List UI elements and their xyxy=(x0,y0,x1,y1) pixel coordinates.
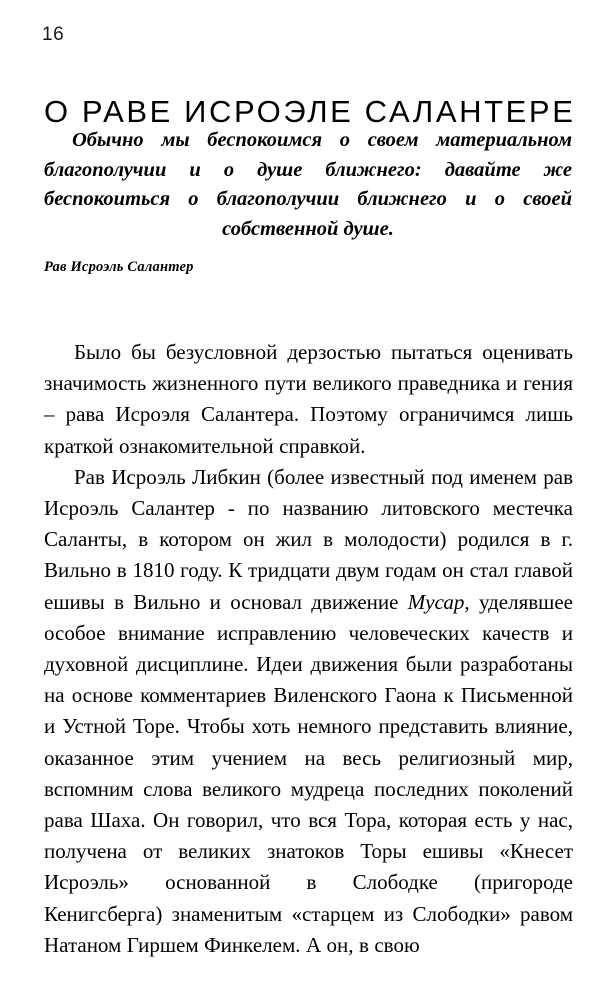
paragraph-1: Было бы безусловной дерзостью пытаться оценивать значимость жизненного пути великого праведника и гения – рава Исроэля Салантера. Поэтому ограничимся лишь краткой ознакомительной справкой. xyxy=(44,340,573,458)
body-text xyxy=(44,337,573,961)
paragraph-2 xyxy=(44,462,573,961)
text-segment-2: , уделявшее особое внимание исправлению человеческих качеств и духовной дисциплине. Идеи движения были разработаны на основе комментариев Виленского Гаона к Письменной и Устной Торе. Чтобы хоть немного представить влияние, оказанное этим учением на весь религиозный мир, вспомним слова великого мудреца последних поколений рава Шаха. Он говорил, что вся Тора, которая есть у нас, получена от великих знатоков Торы ешивы «Кнесет Исроэль» основанной в Слободке (пригороде Кенигсберга) знаменитым «старцем из Слободки» равом Натаном Гиршем Финкелем. А он, в свою xyxy=(44,589,573,957)
text-segment-0: Рав Исроэль Либкин (более известный под именем рав Исроэль Салантер - по названию литовского местечка Саланты, в котором он жил в молодости) родился в г. Вильно в 1810 году. К тридцати двум годам он стал главой ешивы в Вильно и основал движение xyxy=(44,464,573,614)
text-segment-1: Мусар xyxy=(407,589,465,614)
epigraph-quote: Обычно мы беспокоимся о своем материальном благополучии и о душе ближнего: давайте же беспокоиться о благополучии ближнего и о своей собственной душе. xyxy=(44,129,572,240)
epigraph-attribution: Рав Исроэль Салантер xyxy=(44,259,194,275)
chapter-title: О РАВЕ ИСРОЭЛЕ САЛАНТЕРЕ xyxy=(44,93,576,129)
page-number: 16 xyxy=(42,24,65,45)
epigraph-block xyxy=(44,126,572,275)
